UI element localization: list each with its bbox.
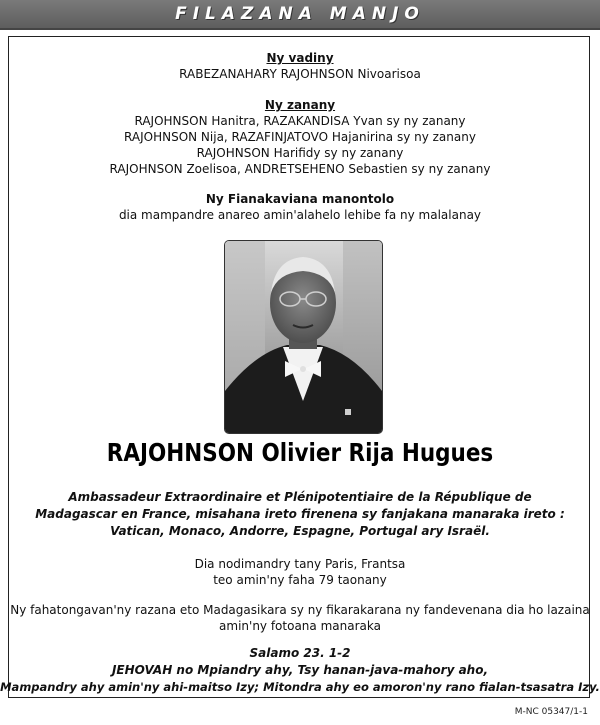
- title-line: Ambassadeur Extraordinaire et Plénipotentiaire de la République de: [68, 490, 532, 504]
- death-info: [0, 556, 600, 588]
- widow-name: RABEZANAHARY RAJOHNSON Nivoarisoa: [179, 67, 421, 81]
- children-line: RAJOHNSON Hanitra, RAZAKANDISA Yvan sy ny zanany: [134, 114, 466, 128]
- reference-code: M-NC 05347/1-1: [514, 707, 588, 717]
- funeral-notice: [0, 602, 600, 634]
- deceased-titles: [0, 489, 600, 540]
- children-line: RAJOHNSON Harifidy sy ny zanany: [196, 146, 404, 160]
- children-line: RAJOHNSON Zoelisoa, ANDRETSEHENO Sebastien sy ny zanany: [109, 162, 491, 176]
- header-bar: [0, 0, 600, 30]
- family-text: dia mampandre anareo amin'alahelo lehibe fa ny malalanay: [118, 208, 482, 222]
- title-line: Vatican, Monaco, Andorre, Espagne, Portugal ary Israël.: [110, 524, 490, 538]
- widow-heading: Ny vadiny: [266, 51, 334, 65]
- notice-title: FILAZANA MANJO: [175, 4, 425, 24]
- family-heading: Ny Fianakaviana manontolo: [205, 192, 395, 206]
- widow-section: [0, 50, 600, 82]
- death-place: Dia nodimandry tany Paris, Frantsa: [194, 557, 406, 571]
- notice-line: Ny fahatongavan'ny razana eto Madagasikara sy ny fikarakarana ny fandevenana dia ho lazaina: [10, 603, 590, 617]
- psalm-line: JEHOVAH no Mpiandry ahy, Tsy hanan-java-mahory aho,: [111, 663, 489, 677]
- children-heading: Ny zanany: [264, 98, 336, 112]
- notice-line: amin'ny fotoana manaraka: [219, 619, 381, 633]
- psalm-reference: Salamo 23. 1-2: [249, 646, 351, 660]
- psalm-line: Mampandry ahy amin'ny ahi-maitso Izy; Mitondra ahy eo amoron'ny rano fialan-tsasatra Izy.: [0, 680, 600, 694]
- portrait-photo: [224, 240, 383, 434]
- family-section: [0, 191, 600, 223]
- children-line: RAJOHNSON Nija, RAZAFINJATOVO Hajanirina sy ny zanany: [124, 130, 476, 144]
- title-line: Madagascar en France, misahana ireto firenena sy fanjakana manaraka ireto :: [35, 507, 565, 521]
- psalm-section: [0, 645, 600, 696]
- death-age: teo amin'ny faha 79 taonany: [213, 573, 387, 587]
- deceased-name: RAJOHNSON Olivier Rija Hugues: [106, 438, 494, 467]
- children-section: [0, 97, 600, 177]
